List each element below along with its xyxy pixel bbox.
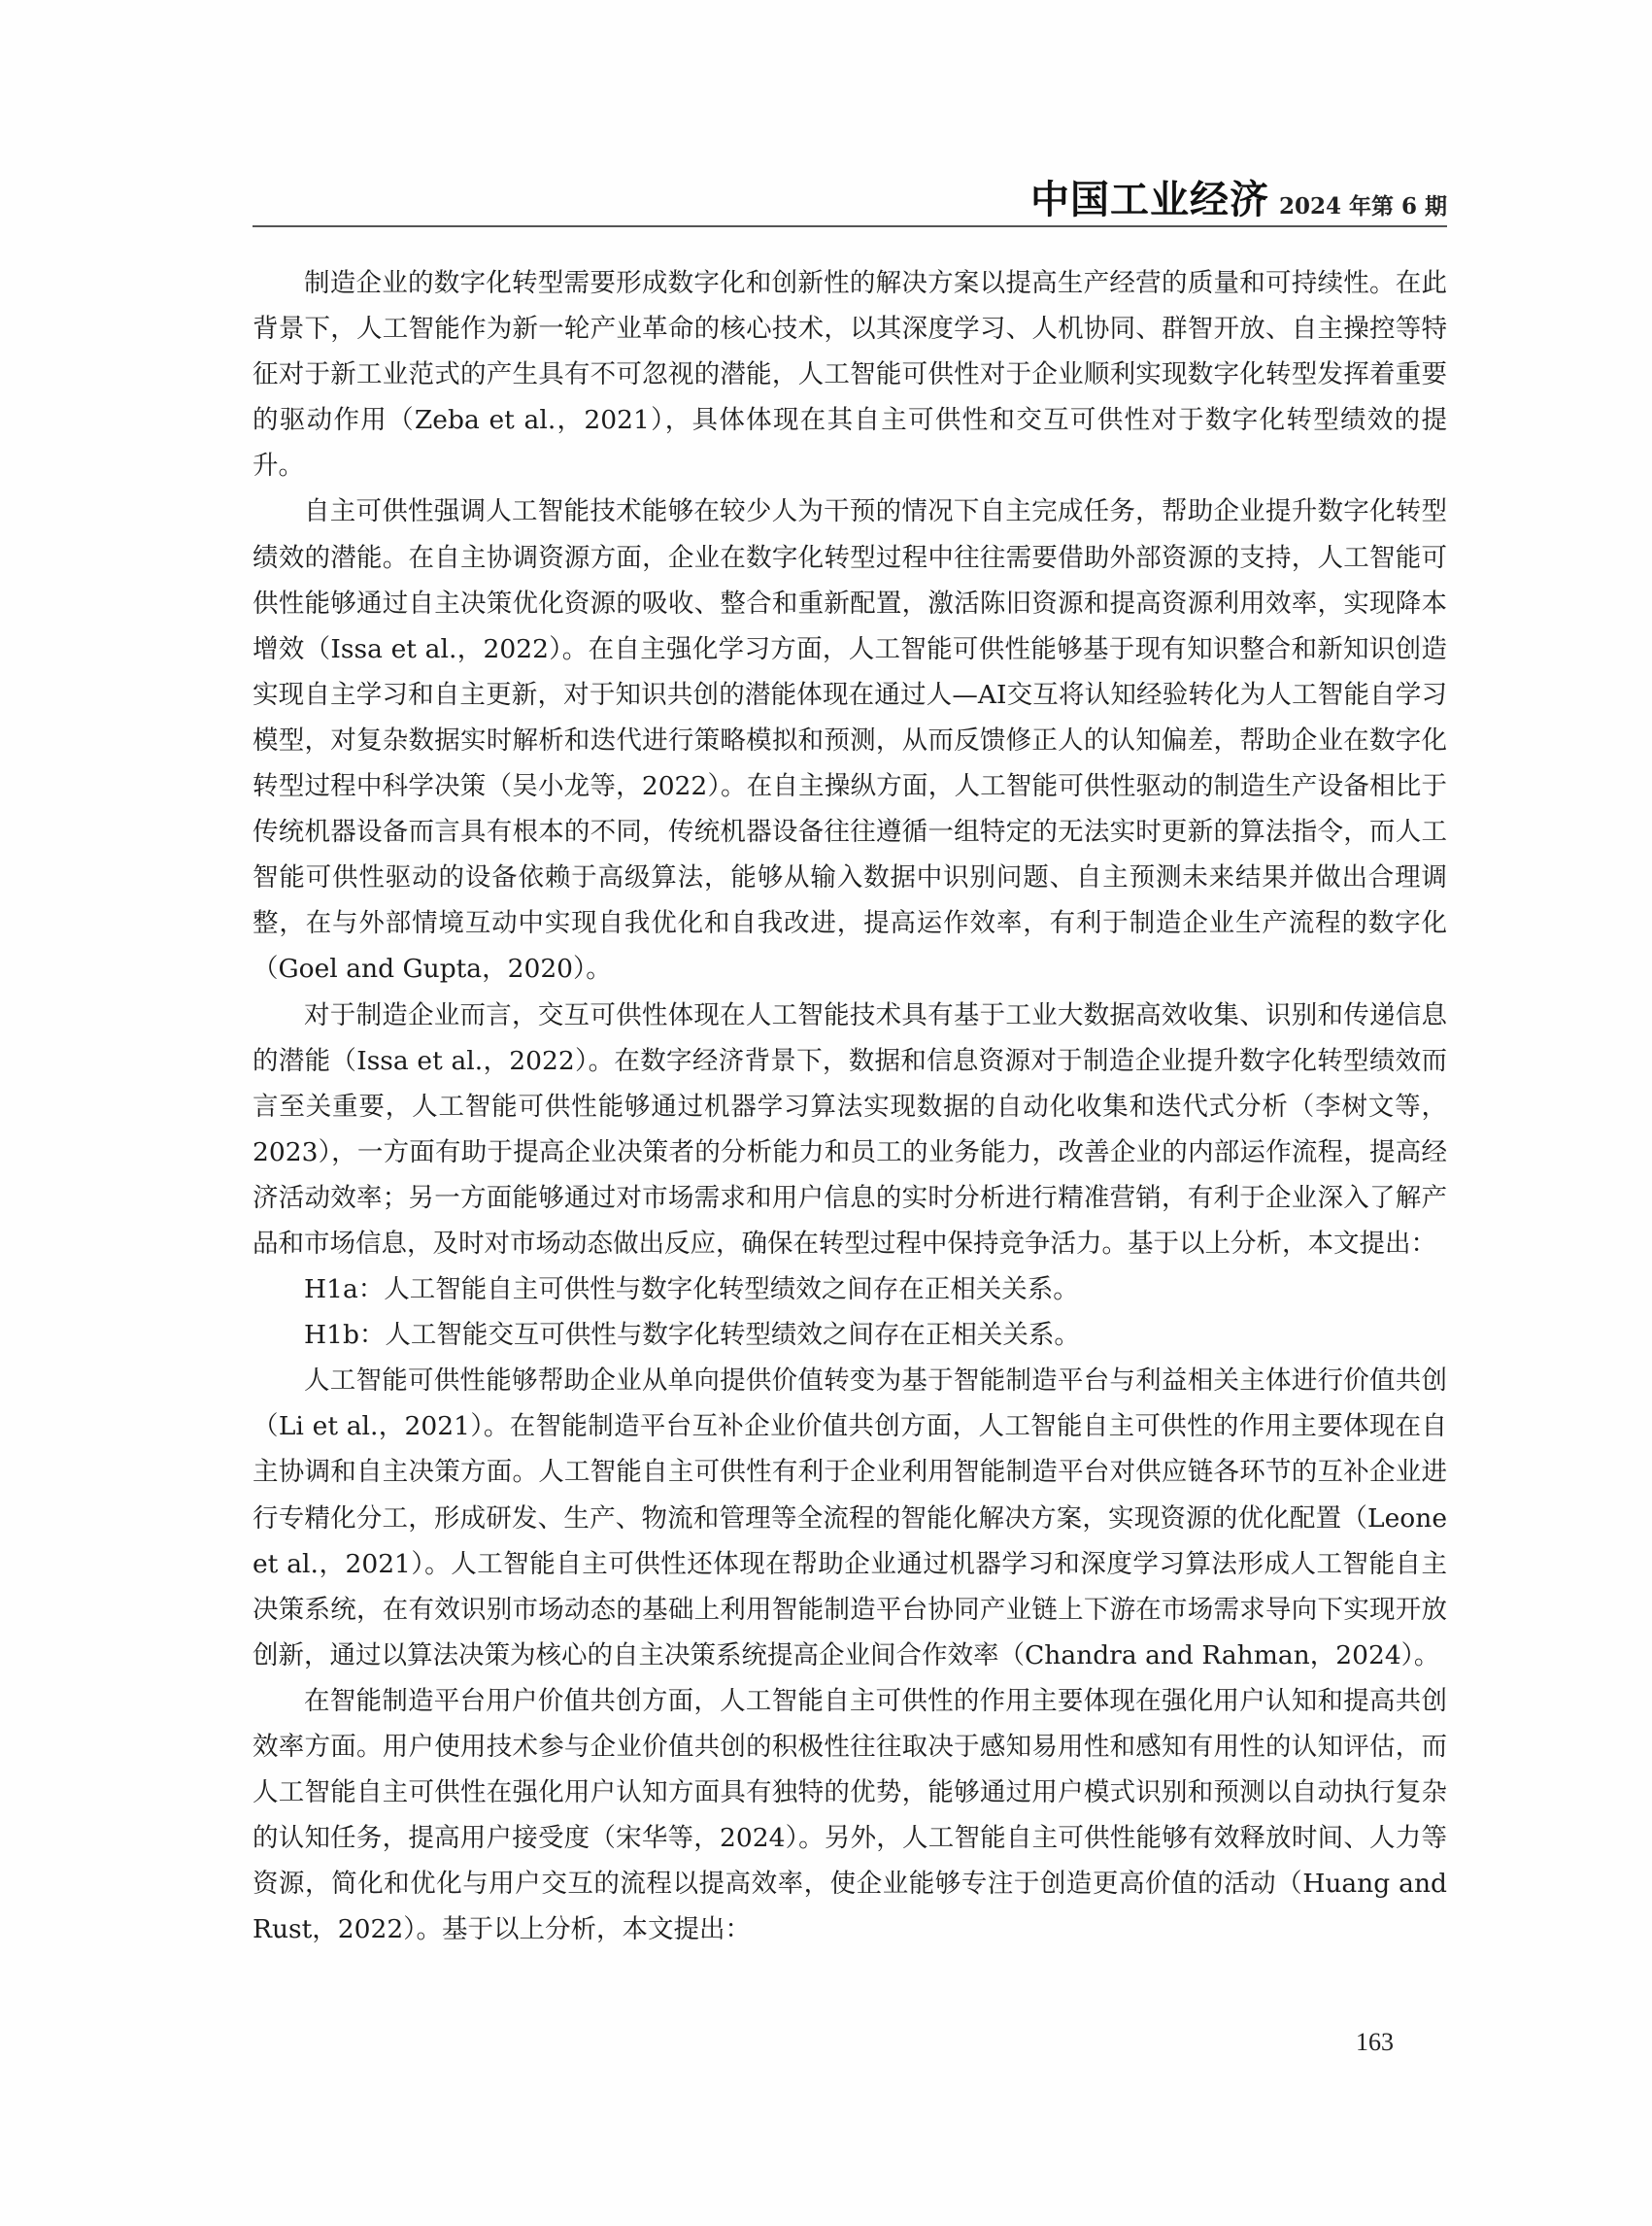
paragraph: 对于制造企业而言，交互可供性体现在人工智能技术具有基于工业大数据高效收集、识别和传递信息的潜能（Issa et al.，2022）。在数字经济背景下，数据和信息资源对于制造企业提升数字化转型绩效而言至关重要，人工智能可供性能够通过机器学习算法实现数据的自动化收集和迭代式分析（李树文等，2023），一方面有助于提高企业决策者的分析能力和员工的业务能力，改善企业的内部运作流程，提高经济活动效率；另一方面能够通过对市场需求和用户信息的实时分析进行精准营销，有利于企业深入了解产品和市场信息，及时对市场动态做出反应，确保在转型过程中保持竞争活力。基于以上分析，本文提出： — [253, 999, 1447, 1259]
running-header — [253, 165, 1447, 227]
paragraph: 制造企业的数字化转型需要形成数字化和创新性的解决方案以提高生产经营的质量和可持续性。在此背景下，人工智能作为新一轮产业革命的核心技术，以其深度学习、人机协同、群智开放、自主操控等特征对于新工业范式的产生具有不可忽视的潜能，人工智能可供性对于企业顺利实现数字化转型发挥着重要的驱动作用（Zeba et al.，2021），具体体现在其自主可供性和交互可供性对于数字化转型绩效的提升。 — [253, 268, 1447, 482]
article-body — [253, 260, 1447, 1952]
hypothesis-h1a: H1a：人工智能自主可供性与数字化转型绩效之间存在正相关关系。 — [304, 1274, 1079, 1305]
paragraph: 人工智能可供性能够帮助企业从单向提供价值转变为基于智能制造平台与利益相关主体进行价值共创（Li et al.，2021）。在智能制造平台互补企业价值共创方面，人工智能自主可供性的作用主要体现在自主协调和自主决策方面。人工智能自主可供性有利于企业利用智能制造平台对供应链各环节的互补企业进行专精化分工，形成研发、生产、物流和管理等全流程的智能化解决方案，实现资源的优化配置（Leone et al.，2021）。人工智能自主可供性还体现在帮助企业通过机器学习和深度学习算法形成人工智能自主决策系统，在有效识别市场动态的基础上利用智能制造平台协同产业链上下游在市场需求导向下实现开放创新，通过以算法决策为核心的自主决策系统提高企业间合作效率（Chandra and Rahman，2024）。 — [253, 1366, 1447, 1670]
paragraph: 在智能制造平台用户价值共创方面，人工智能自主可供性的作用主要体现在强化用户认知和提高共创效率方面。用户使用技术参与企业价值共创的积极性往往取决于感知易用性和感知有用性的认知评估，而人工智能自主可供性在强化用户认知方面具有独特的优势，能够通过用户模式识别和预测以自动执行复杂的认知任务，提高用户接受度（宋华等，2024）。另外，人工智能自主可供性能够有效释放时间、人力等资源，简化和优化与用户交互的流程以提高效率，使企业能够专注于创造更高价值的活动（Huang and Rust，2022）。基于以上分析，本文提出： — [253, 1685, 1447, 1945]
journal-name: 中国工业经济 — [1030, 177, 1269, 222]
page-number: 163 — [1356, 2028, 1394, 2056]
paragraph: 自主可供性强调人工智能技术能够在较少人为干预的情况下自主完成任务，帮助企业提升数字化转型绩效的潜能。在自主协调资源方面，企业在数字化转型过程中往往需要借助外部资源的支持，人工智能可供性能够通过自主决策优化资源的吸收、整合和重新配置，激活陈旧资源和提高资源利用效率，实现降本增效（Issa et al.，2022）。在自主强化学习方面，人工智能可供性能够基于现有知识整合和新知识创造实现自主学习和自主更新，对于知识共创的潜能体现在通过人—AI交互将认知经验转化为人工智能自学习模型，对复杂数据实时解析和迭代进行策略模拟和预测，从而反馈修正人的认知偏差，帮助企业在数字化转型过程中科学决策（吴小龙等，2022）。在自主操纵方面，人工智能可供性驱动的制造生产设备相比于传统机器设备而言具有根本的不同，传统机器设备往往遵循一组特定的无法实时更新的算法指令，而人工智能可供性驱动的设备依赖于高级算法，能够从输入数据中识别问题、自主预测未来结果并做出合理调整，在与外部情境互动中实现自我优化和自我改进，提高运作效率，有利于制造企业生产流程的数字化（Goel and Gupta，2020）。 — [253, 496, 1447, 985]
hypothesis-h1b: H1b：人工智能交互可供性与数字化转型绩效之间存在正相关关系。 — [304, 1320, 1080, 1351]
issue-label: 2024 年第 6 期 — [1278, 193, 1447, 219]
